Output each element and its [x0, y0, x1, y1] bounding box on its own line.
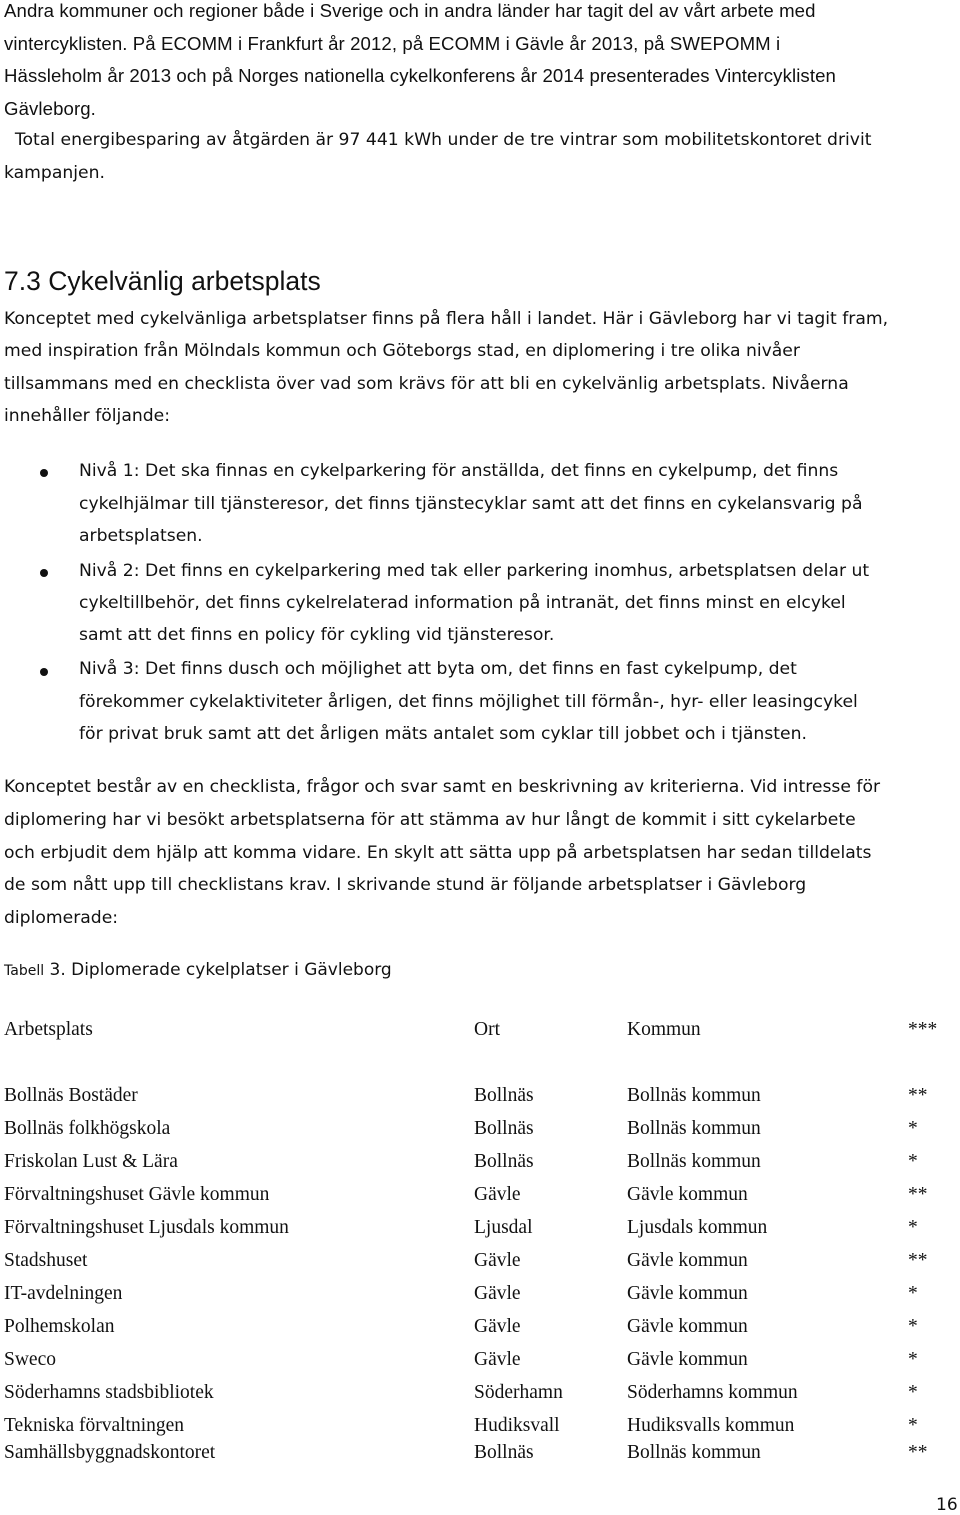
- cell-kommun: Bollnäs kommun: [627, 1151, 761, 1172]
- table-caption: [4, 960, 392, 980]
- cell-kommun: Söderhamns kommun: [627, 1382, 798, 1403]
- paragraph-line: Konceptet består av en checklista, frågor och svar samt en beskrivning av kriterierna. Vid intresse för: [4, 777, 881, 797]
- cell-kommun: Bollnäs kommun: [627, 1118, 761, 1139]
- list-item-line: förekommer cykelaktiviteter årligen, det finns möjlighet till förmån-, hyr- eller leasingcykel: [79, 692, 858, 712]
- caption-prefix: Tabell: [4, 963, 45, 979]
- cell-arbetsplats: Samhällsbyggnadskontoret: [4, 1442, 216, 1463]
- cell-kommun: Gävle kommun: [627, 1316, 748, 1337]
- list-item-line: cykeltillbehör, det finns cykelrelaterad information på intranät, det finns minst en elcykel: [79, 593, 846, 613]
- cell-kommun: Hudiksvalls kommun: [627, 1415, 795, 1436]
- intro-line: Gävleborg.: [4, 98, 96, 119]
- list-item-line: Nivå 3: Det finns dusch och möjlighet att byta om, det finns en fast cykelpump, det: [79, 659, 797, 679]
- cell-arbetsplats: Förvaltningshuset Gävle kommun: [4, 1184, 270, 1205]
- caption-text: 3. Diplomerade cykelplatser i Gävleborg: [44, 960, 392, 980]
- cell-ort: Bollnäs: [474, 1118, 534, 1139]
- cell-level: *: [908, 1415, 918, 1436]
- cell-ort: Bollnäs: [474, 1151, 534, 1172]
- cell-arbetsplats: Förvaltningshuset Ljusdals kommun: [4, 1217, 289, 1238]
- cell-level: *: [908, 1349, 918, 1370]
- paragraph-line: diplomering har vi besökt arbetsplatserna för att stämma av hur långt de kommit i sitt cykelarbete: [4, 810, 856, 830]
- cell-level: *: [908, 1217, 918, 1238]
- cell-ort: Söderhamn: [474, 1382, 563, 1403]
- cell-level: *: [908, 1382, 918, 1403]
- paragraph-line: med inspiration från Mölndals kommun och Göteborgs stad, en diplomering i tre olika nivåer: [4, 341, 800, 361]
- cell-kommun: Bollnäs kommun: [627, 1442, 761, 1463]
- header-level: ***: [908, 1019, 938, 1040]
- header-arbetsplats: Arbetsplats: [4, 1019, 93, 1040]
- paragraph-line: innehåller följande:: [4, 406, 171, 426]
- intro-line: vintercyklisten. På ECOMM i Frankfurt år 2012, på ECOMM i Gävle år 2013, på SWEPOMM i: [4, 33, 781, 54]
- cell-kommun: Gävle kommun: [627, 1349, 748, 1370]
- cell-arbetsplats: Bollnäs folkhögskola: [4, 1118, 171, 1139]
- cell-arbetsplats: Polhemskolan: [4, 1316, 115, 1337]
- list-item-line: Nivå 1: Det ska finnas en cykelparkering för anställda, det finns en cykelpump, det finns: [79, 461, 839, 481]
- cell-ort: Bollnäs: [474, 1085, 534, 1106]
- cell-ort: Gävle: [474, 1184, 521, 1205]
- cell-arbetsplats: Friskolan Lust & Lära: [4, 1151, 178, 1172]
- page-number: 16: [936, 1495, 958, 1515]
- cell-ort: Hudiksvall: [474, 1415, 560, 1436]
- cell-ort: Gävle: [474, 1349, 521, 1370]
- cell-kommun: Gävle kommun: [627, 1184, 748, 1205]
- header-ort: Ort: [474, 1019, 500, 1040]
- cell-level: **: [908, 1184, 928, 1205]
- list-item-line: arbetsplatsen.: [79, 526, 203, 546]
- list-item-line: cykelhjälmar till tjänsteresor, det finns tjänstecyklar samt att det finns en cykelansvarig på: [79, 494, 863, 514]
- cell-kommun: Ljusdals kommun: [627, 1217, 768, 1238]
- bullet-icon: [40, 469, 48, 477]
- cell-level: *: [908, 1283, 918, 1304]
- paragraph-line: tillsammans med en checklista över vad som krävs för att bli en cykelvänlig arbetsplats. Nivåerna: [4, 374, 849, 394]
- cell-kommun: Gävle kommun: [627, 1250, 748, 1271]
- cell-ort: Bollnäs: [474, 1442, 534, 1463]
- bullet-icon: [40, 668, 48, 676]
- cell-arbetsplats: Stadshuset: [4, 1250, 88, 1271]
- paragraph-line: de som nått upp till checklistans krav. I skrivande stund är följande arbetsplatser i Gävleborg: [4, 875, 807, 895]
- energy-line: Total energibesparing av åtgärden är 97 441 kWh under de tre vintrar som mobilitetskontoret drivit: [4, 130, 872, 150]
- cell-arbetsplats: Sweco: [4, 1349, 56, 1370]
- header-kommun: Kommun: [627, 1019, 701, 1040]
- cell-kommun: Bollnäs kommun: [627, 1085, 761, 1106]
- cell-arbetsplats: Söderhamns stadsbibliotek: [4, 1382, 214, 1403]
- section-heading: 7.3 Cykelvänlig arbetsplats: [4, 266, 321, 296]
- cell-arbetsplats: Tekniska förvaltningen: [4, 1415, 185, 1436]
- cell-level: *: [908, 1316, 918, 1337]
- bullet-icon: [40, 569, 48, 577]
- energy-line: kampanjen.: [4, 163, 105, 183]
- list-item-line: för privat bruk samt att det årligen mäts antalet som cyklar till jobbet och i tjänsten.: [79, 724, 807, 744]
- cell-level: **: [908, 1250, 928, 1271]
- cell-level: **: [908, 1085, 928, 1106]
- paragraph-line: och erbjudit dem hjälp att komma vidare. En skylt att sätta upp på arbetsplatsen har sedan tilldelats: [4, 843, 872, 863]
- intro-line: Hässleholm år 2013 och på Norges nationella cykelkonferens år 2014 presenterades Vintercyklisten: [4, 65, 836, 86]
- paragraph-line: diplomerade:: [4, 908, 119, 928]
- intro-line: Andra kommuner och regioner både i Sverige och in andra länder har tagit del av vårt arbete med: [4, 0, 816, 21]
- cell-ort: Gävle: [474, 1283, 521, 1304]
- cell-ort: Ljusdal: [474, 1217, 533, 1238]
- list-item-line: Nivå 2: Det finns en cykelparkering med tak eller parkering inomhus, arbetsplatsen delar ut: [79, 561, 870, 581]
- cell-arbetsplats: Bollnäs Bostäder: [4, 1085, 138, 1106]
- cell-level: *: [908, 1151, 918, 1172]
- cell-level: **: [908, 1442, 928, 1463]
- cell-level: *: [908, 1118, 918, 1139]
- cell-arbetsplats: IT-avdelningen: [4, 1283, 123, 1304]
- cell-ort: Gävle: [474, 1316, 521, 1337]
- cell-ort: Gävle: [474, 1250, 521, 1271]
- paragraph-line: Konceptet med cykelvänliga arbetsplatser finns på flera håll i landet. Här i Gävleborg har vi tagit fram,: [4, 309, 889, 329]
- list-item-line: samt att det finns en policy för cykling vid tjänsteresor.: [79, 625, 555, 645]
- cell-kommun: Gävle kommun: [627, 1283, 748, 1304]
